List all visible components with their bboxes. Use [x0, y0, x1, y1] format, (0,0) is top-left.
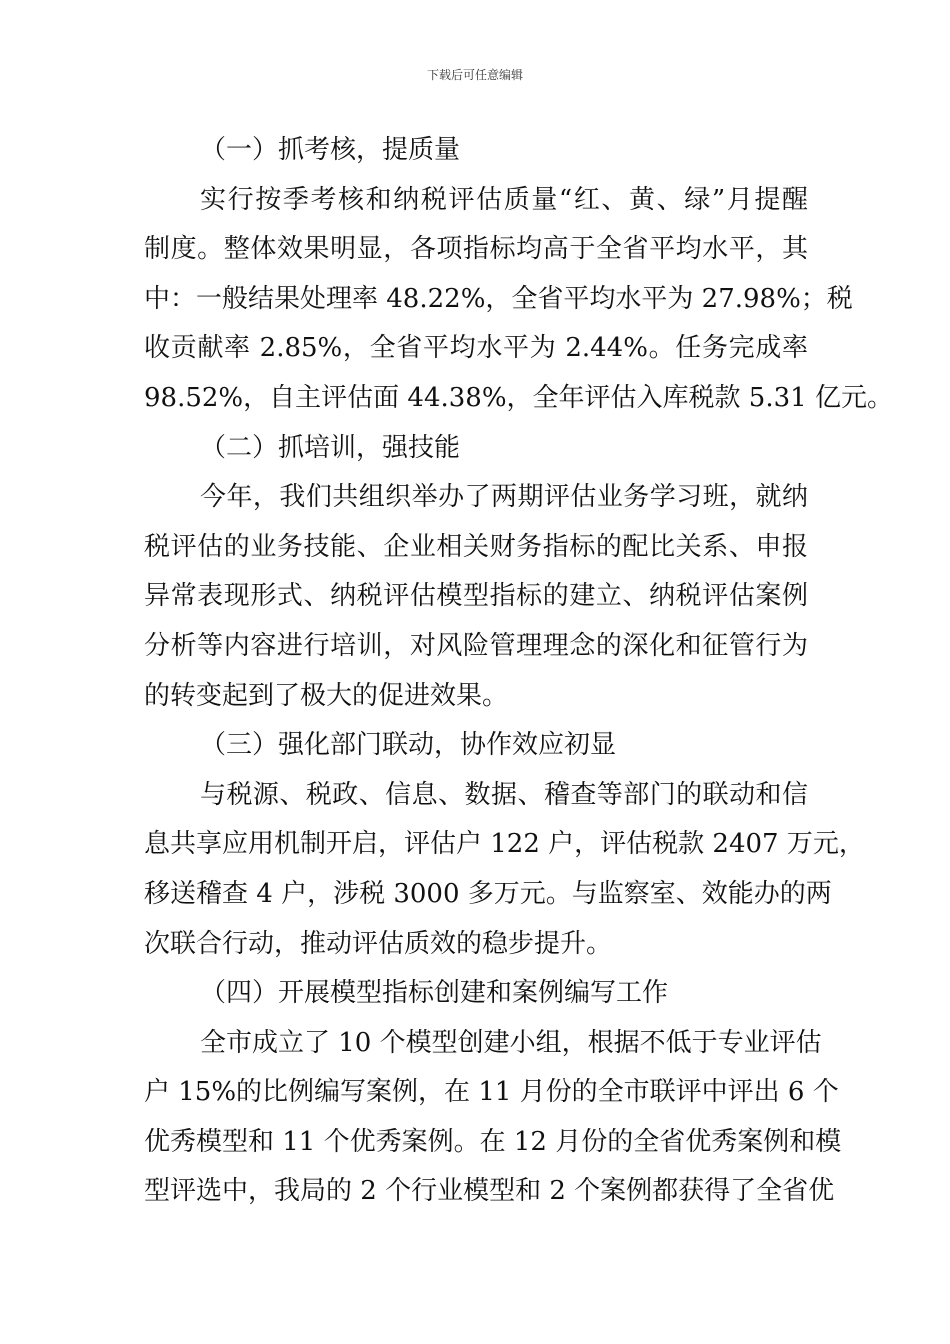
paragraph-line: 优秀模型和 11 个优秀案例。在 12 月份的全省优秀案例和模 — [144, 1126, 842, 1157]
paragraph-line: 实行按季考核和纳税评估质量“红、黄、绿”月提醒 — [200, 184, 808, 215]
paragraph-line: 与税源、税政、信息、数据、稽查等部门的联动和信 — [200, 779, 808, 810]
paragraph-line: 全市成立了 10 个模型创建小组，根据不低于专业评估 — [200, 1027, 822, 1058]
paragraph-line: 分析等内容进行培训，对风险管理理念的深化和征管行为 — [144, 630, 808, 661]
paragraph-line: 98.52%，自主评估面 44.38%，全年评估入库税款 5.31 亿元。 — [144, 382, 893, 413]
section-heading-2: （二）抓培训，强技能 — [200, 432, 461, 463]
section-heading-3: （三）强化部门联动，协作效应初显 — [200, 730, 617, 761]
paragraph-line: 型评选中，我局的 2 个行业模型和 2 个案例都获得了全省优 — [144, 1176, 835, 1207]
paragraph-line: 息共享应用机制开启，评估户 122 户，评估税款 2407 万元， — [144, 829, 865, 860]
paragraph-line: 异常表现形式、纳税评估模型指标的建立、纳税评估案例 — [144, 581, 808, 612]
paragraph-line: 户 15%的比例编写案例，在 11 月份的全市联评中评出 6 个 — [144, 1077, 839, 1108]
section-heading-1: （一）抓考核，提质量 — [200, 135, 461, 165]
paragraph-line: 的转变起到了极大的促进效果。 — [144, 680, 509, 711]
paragraph-line: 次联合行动，推动评估质效的稳步提升。 — [144, 928, 613, 959]
download-editable-note: 下载后可任意编辑 — [426, 68, 523, 82]
paragraph-line: 中：一般结果处理率 48.22%，全省平均水平为 27.98%；税 — [144, 283, 853, 314]
paragraph-line: 移送稽查 4 户，涉税 3000 多万元。与监察室、效能办的两 — [144, 878, 832, 909]
document-body — [144, 126, 893, 1217]
section-heading-4: （四）开展模型指标创建和案例编写工作 — [200, 978, 669, 1009]
paragraph-line: 制度。整体效果明显，各项指标均高于全省平均水平，其 — [144, 234, 808, 265]
paragraph-line: 今年，我们共组织举办了两期评估业务学习班，就纳 — [200, 482, 808, 513]
paragraph-line: 税评估的业务技能、企业相关财务指标的配比关系、申报 — [144, 531, 808, 562]
paragraph-line: 收贡献率 2.85%，全省平均水平为 2.44%。任务完成率 — [144, 333, 808, 364]
